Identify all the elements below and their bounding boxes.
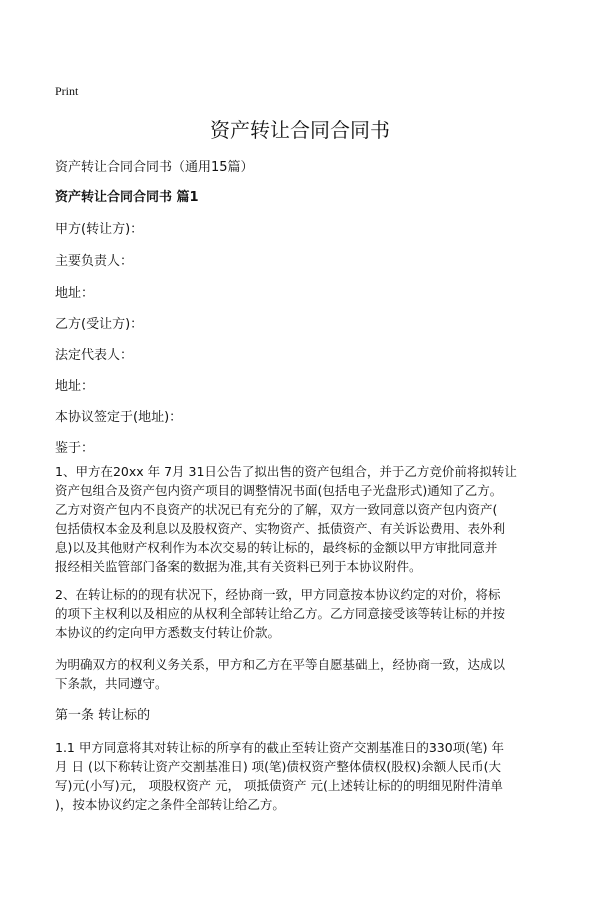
print-label: Print xyxy=(55,84,79,98)
paragraph-line: 写)元(小写)元， 项股权资产 元， 项抵债资产 元(上述转让标的的明细见附件清单 xyxy=(55,778,503,793)
paragraph-line: 报经相关监管部门备案的数据为准,其有关资料已列于本协议附件。 xyxy=(55,559,422,574)
party-b-field: 乙方(受让方)： xyxy=(55,317,144,332)
paragraph-line: 的项下主权利以及相应的从权利全部转让给乙方。乙方同意接受该等转让标的并按 xyxy=(55,606,506,621)
paragraph-line: 资产包组合及资产包内资产项目的调整情况书面(包括电子光盘形式)通知了乙方。 xyxy=(55,483,503,498)
paragraph-1 xyxy=(55,462,555,576)
paragraph-line: 2、在转让标的的现有状况下，经协商一致，甲方同意按本协议约定的对价，将标 xyxy=(55,587,501,602)
paragraph-line: 1、甲方在20xx 年 7月 31日公告了拟出售的资产包组合，并于乙方竞价前将拟转让 xyxy=(55,464,517,479)
party-a-field: 甲方(转让方)： xyxy=(55,222,144,237)
address-b-field: 地址： xyxy=(55,379,95,394)
paragraph-line: 为明确双方的权利义务关系，甲方和乙方在平等自愿基础上，经协商一致，达成以 xyxy=(55,657,506,672)
paragraph-line: 本协议的约定向甲方悉数支付转让价款。 xyxy=(55,625,281,640)
paragraph-line: 1.1 甲方同意将其对转让标的所享有的截止至转让资产交割基准日的330项(笔) 年 xyxy=(55,740,504,755)
paragraph-4 xyxy=(55,738,555,814)
address-a-field: 地址： xyxy=(55,286,95,301)
whereas-label: 鉴于： xyxy=(55,441,95,456)
paragraph-line: 息)以及其他财产权利作为本次交易的转让标的，最终标的金额以甲方审批同意并 xyxy=(55,540,498,555)
signed-at-field: 本协议签定于(地址)： xyxy=(55,410,183,425)
paragraph-line: 包括债权本金及利息以及股权资产、实物资产、抵债资产、有关诉讼费用、表外利 xyxy=(55,521,506,536)
section-heading: 资产转让合同合同书 篇1 xyxy=(55,190,199,205)
legal-rep-field: 法定代表人： xyxy=(55,348,134,363)
subtitle: 资产转让合同合同书（通用15篇） xyxy=(55,160,254,175)
paragraph-line: 月 日 (以下称转让资产交割基准日) 项(笔)债权资产整体债权(股权)余额人民币(大 xyxy=(55,759,502,774)
document-title: 资产转让合同合同书 xyxy=(210,118,390,142)
principal-field: 主要负责人： xyxy=(55,254,134,269)
paragraph-line: 乙方对资产包内不良资产的状况已有充分的了解，双方一致同意以资产包内资产( xyxy=(55,502,498,517)
paragraph-line: 下条款，共同遵守。 xyxy=(55,676,168,691)
paragraph-2 xyxy=(55,585,555,642)
paragraph-line: )，按本协议约定之条件全部转让给乙方。 xyxy=(55,797,285,812)
paragraph-3 xyxy=(55,655,555,693)
article-1-heading: 第一条 转让标的 xyxy=(55,708,151,723)
